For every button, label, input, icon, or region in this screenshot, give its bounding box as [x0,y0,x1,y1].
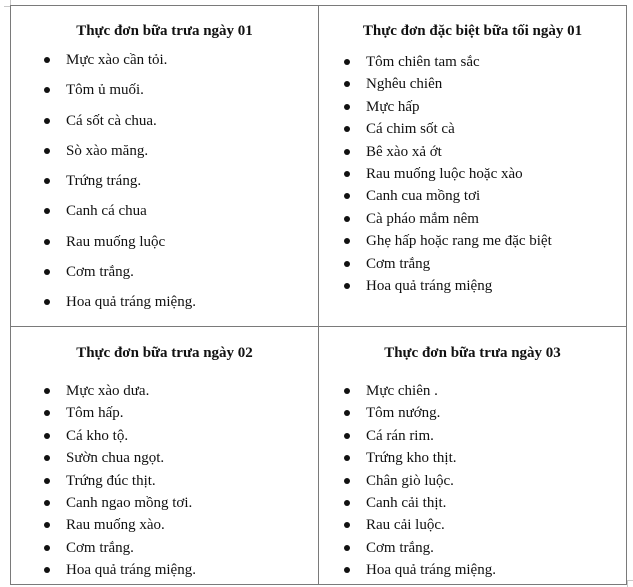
menu-item-label: Rau cải luộc. [366,517,445,534]
bullet-icon [44,455,50,461]
menu-title: Thực đơn đặc biệt bữa tối ngày 01 [362,23,583,39]
menu-item-label: Hoa quả tráng miệng. [366,562,496,579]
menu-cell-lunch-day-02 [11,327,319,585]
menu-item [319,98,626,116]
bullet-icon [44,545,50,551]
bullet-icon [344,193,350,199]
menu-item-label: Canh cua mồng tơi [366,188,481,205]
menu-cell-special-dinner-day-01 [319,6,627,327]
menu-item [319,120,626,138]
menu-item-label: Mực chiên . [366,383,438,399]
menu-item-label: Cơm trắng. [366,539,434,556]
menu-item [319,187,626,205]
bullet-icon [44,178,50,184]
bullet-icon [44,388,50,394]
menu-item [319,53,626,71]
menu-title: Thực đơn bữa trưa ngày 02 [76,345,253,361]
bullet-icon [44,87,50,93]
menu-item [11,112,318,130]
menu-item-label: Sò xào măng. [66,142,149,159]
menu-item [11,81,318,99]
menu-item-label: Cá kho tộ. [66,427,129,444]
bullet-icon [44,239,50,245]
menu-item [319,516,626,534]
menu-item-label: Hoa quả tráng miệng [366,277,493,294]
menu-item-label: Mực xào cần tỏi. [66,52,168,68]
menu-item [319,427,626,445]
menu-item-label: Cơm trắng. [66,264,134,281]
menu-item-label: Canh cải thịt. [366,494,447,511]
menu-item-label: Canh ngao mồng tơi. [66,494,193,511]
bullet-icon [344,522,350,528]
menu-item [319,539,626,557]
bullet-icon [344,126,350,132]
menu-item-label: Tôm chiên tam sắc [366,54,480,70]
bullet-icon [344,261,350,267]
bullet-icon [344,216,350,222]
menu-item [11,472,318,490]
menu-item-label: Hoa quả tráng miệng. [66,294,196,311]
menu-item-label: Rau muống luộc hoặc xào [366,165,523,182]
corner-mark [627,580,633,587]
bullet-icon [44,269,50,275]
menu-item [319,75,626,93]
menu-item [319,210,626,228]
menu-item [11,382,318,400]
menu-cell-lunch-day-01 [11,6,319,327]
bullet-icon [44,299,50,305]
menu-item [11,427,318,445]
bullet-icon [344,81,350,87]
menu-item-label: Mực hấp [366,98,420,115]
bullet-icon [344,149,350,155]
menu-item-label: Trứng tráng. [66,173,142,190]
menu-item [319,382,626,400]
menu-item-label: Cá rán rim. [366,427,434,444]
menu-item-label: Bê xào xả ớt [366,143,442,160]
menu-table [10,5,627,585]
bullet-icon [44,567,50,573]
menu-item [319,494,626,512]
menu-item-label: Tôm nướng. [366,405,441,422]
menu-item [319,255,626,273]
menu-item [319,143,626,161]
menu-title: Thực đơn bữa trưa ngày 03 [384,345,561,361]
menu-item [11,202,318,220]
menu-item [11,494,318,512]
bullet-icon [44,208,50,214]
bullet-icon [344,433,350,439]
bullet-icon [44,478,50,484]
bullet-icon [44,500,50,506]
menu-list [11,51,318,311]
bullet-icon [344,455,350,461]
menu-item [11,293,318,311]
bullet-icon [44,410,50,416]
menu-cell-lunch-day-03 [319,327,627,585]
menu-item-label: Rau muống luộc [66,233,166,250]
menu-item-label: Tôm ủ muối. [66,82,144,99]
bullet-icon [344,104,350,110]
menu-item [319,449,626,467]
menu-item-label: Sườn chua ngọt. [66,450,165,467]
menu-item-label: Canh cá chua [66,203,147,220]
menu-item-label: Cơm trắng [366,255,431,272]
bullet-icon [44,522,50,528]
menu-item [11,233,318,251]
menu-item [11,263,318,281]
menu-item [11,404,318,422]
menu-item-label: Cá sốt cà chua. [66,112,157,129]
bullet-icon [44,57,50,63]
bullet-icon [344,59,350,65]
menu-item-label: Cá chim sốt cà [366,121,455,138]
menu-item [11,142,318,160]
menu-item-label: Trứng kho thịt. [366,450,457,467]
menu-item-label: Mực xào dưa. [66,383,150,399]
menu-item-label: Hoa quả tráng miệng. [66,562,196,579]
menu-title: Thực đơn bữa trưa ngày 01 [76,23,253,39]
bullet-icon [344,545,350,551]
menu-item-label: Chân giò luộc. [366,472,454,489]
bullet-icon [344,388,350,394]
menu-list [11,382,318,579]
menu-item [319,232,626,250]
menu-item [11,449,318,467]
menu-item [319,404,626,422]
menu-item [11,51,318,69]
bullet-icon [44,148,50,154]
bullet-icon [44,433,50,439]
bullet-icon [44,118,50,124]
menu-item [11,561,318,579]
bullet-icon [344,238,350,244]
menu-item-label: Tôm hấp. [66,405,124,422]
bullet-icon [344,171,350,177]
menu-item-label: Rau muống xào. [66,517,165,534]
bullet-icon [344,478,350,484]
menu-item [11,516,318,534]
bullet-icon [344,567,350,573]
menu-item [319,277,626,295]
bullet-icon [344,410,350,416]
menu-item-label: Ghẹ hấp hoặc rang me đặc biệt [366,233,552,250]
menu-item [319,561,626,579]
menu-item [319,165,626,183]
menu-item-label: Cà pháo mắm nêm [366,210,479,227]
bullet-icon [344,283,350,289]
menu-item [11,539,318,557]
bullet-icon [344,500,350,506]
menu-item-label: Nghêu chiên [366,76,443,93]
menu-item-label: Trứng đúc thịt. [66,472,156,489]
menu-list [319,382,626,579]
menu-item [319,472,626,490]
menu-item [11,172,318,190]
menu-item-label: Cơm trắng. [66,539,134,556]
menu-list [319,53,626,295]
